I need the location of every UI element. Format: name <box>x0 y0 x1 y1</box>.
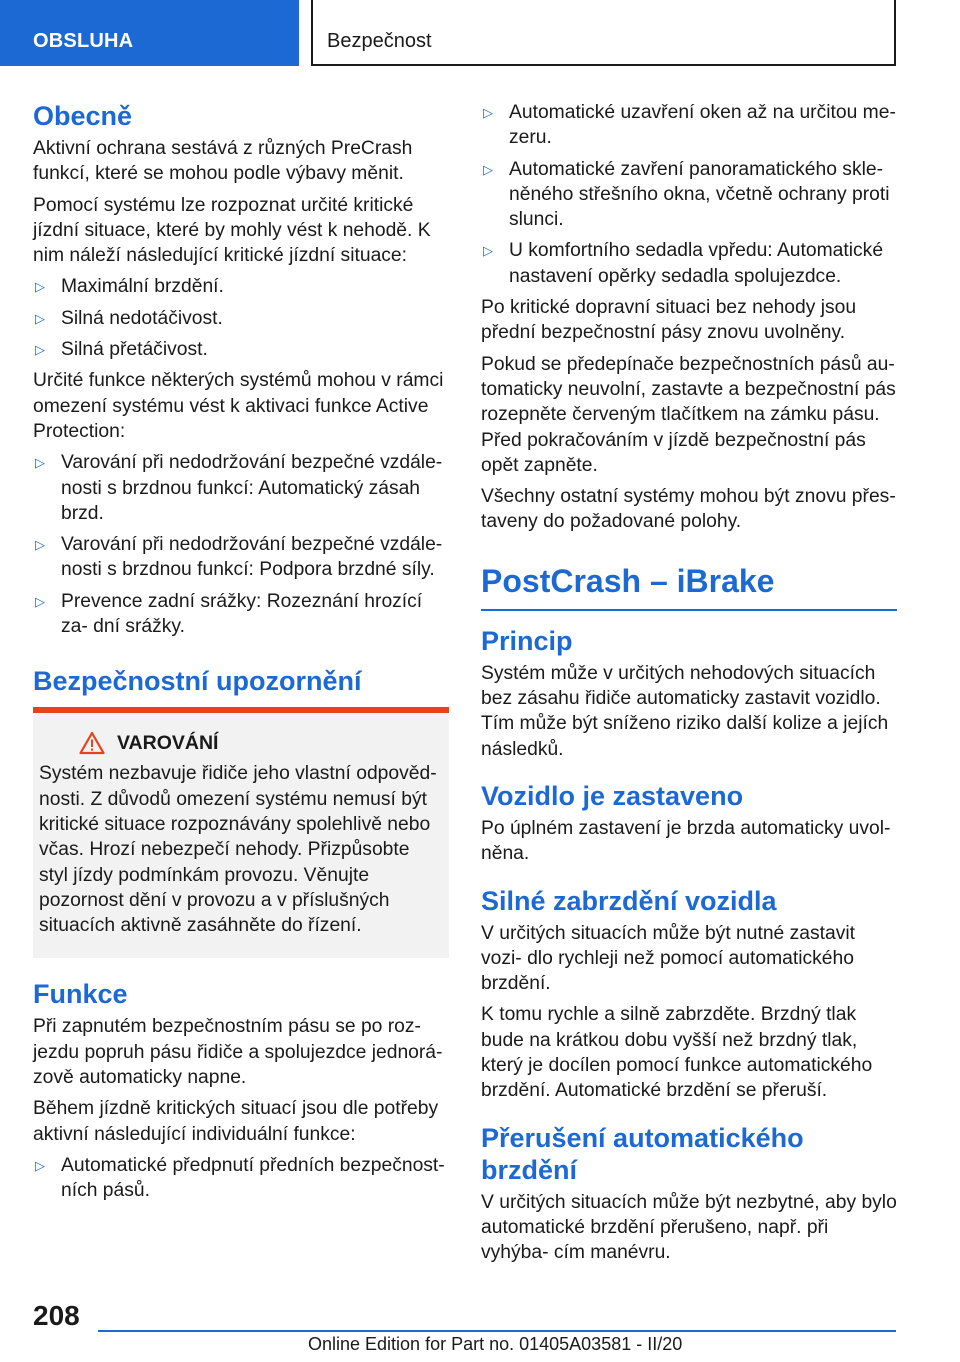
paragraph: Všechny ostatní systémy mohou být znovu přes‐ taveny do požadované polohy. <box>481 486 896 533</box>
bullet-list <box>33 1153 449 1204</box>
paragraph: Pokud se předepínače bezpečnostních pásů au‐ tomaticky neuvolní, zastavte a bezpečnostní pás rozepněte červeným tlačítkem na zámku pásu. Před pokračováním v jízdě bezpečnostní pás opět zapněte. <box>481 353 896 476</box>
paragraph: K tomu rychle a silně zabrzděte. Brzdný tlak bude na krátkou dobu vyšší než brzdný tlak, který je docílen pomocí funkce automatického brzdění. Automatické brzdění se přeruší. <box>481 1004 873 1102</box>
triangle-bullet-icon: ▷ <box>35 455 45 471</box>
footer-divider <box>98 1330 896 1332</box>
paragraph: Během jízdně kritických situací jsou dle potřeby aktivní následující individuální funkce: <box>33 1098 439 1145</box>
paragraph: V určitých situacích může být nezbytné, aby bylo automatické brzdění přerušeno, např. při vyhýba‐ cím manévru. <box>481 1191 897 1264</box>
heading-preruseni: Přerušení automatického brzdění <box>481 1122 804 1185</box>
list-item: ▷ Prevence zadní srážky: Rozeznání hrozící za‐ dní srážky. <box>35 590 423 638</box>
paragraph: Při zapnutém bezpečnostním pásu se po roz‐ jezdu popruh pásu řidiče a spolujezdce jednorá‐ zově automaticky napne. <box>33 1016 443 1089</box>
heading-postcrash: PostCrash – iBrake <box>481 561 897 611</box>
triangle-bullet-icon: ▷ <box>483 243 493 259</box>
triangle-bullet-icon: ▷ <box>35 1157 45 1173</box>
paragraph: Po úplném zastavení je brzda automaticky uvol‐ něna. <box>481 817 891 865</box>
list-item: ▷ Automatické uzavření oken až na určitou me‐ zeru. <box>483 102 896 149</box>
list-item: ▷ Automatické zavření panoramatického skle‐ něného střešního okna, včetně ochrany proti slunci. <box>483 158 890 231</box>
list-item: ▷ U komfortního sedadla vpředu: Automatické nastavení opěrky sedadla spolujezdce. <box>483 240 884 287</box>
paragraph: V určitých situacích může být nutné zastavit vozi‐ dlo rychleji než pomocí automatického brzdění. <box>481 922 856 995</box>
paragraph: Určité funkce některých systémů mohou v rámci omezení systému vést k aktivaci funkce Active Protection: <box>33 370 444 442</box>
heading-princip: Princip <box>481 625 573 656</box>
bullet-list <box>33 274 449 362</box>
list-item: ▷ Varování při nedodržování bezpečné vzdále‐ nosti s brzdnou funkcí: Automatický zásah brzd. <box>35 452 443 524</box>
heading-safety: Bezpečnostní upozornění <box>33 666 362 697</box>
paragraph: Aktivní ochrana sestává z různých PreCrash funkcí, které se mohou podle výbavy měnit. <box>33 138 413 185</box>
warning-text: Systém nezbavuje řidiče jeho vlastní odpověd‐ nosti. Z důvodů omezení systému nemusí být kritické situace rozpoznávány spolehlivě nebo včas. Hrozí nebezpečí nehody. Přizpůsobte styl jízdy podmínkám provozu. Věnujte pozornost dění v provozu a v příslušných situacích aktivně zasáhněte do řízení. <box>39 763 437 937</box>
bullet-list <box>481 100 897 289</box>
triangle-bullet-icon: ▷ <box>483 105 493 120</box>
triangle-bullet-icon: ▷ <box>35 537 45 553</box>
page-header <box>0 0 960 66</box>
page-number: 208 <box>33 1300 80 1331</box>
paragraph: Systém může v určitých nehodových situacích bez zásahu řidiče automaticky zastavit vozidlo. Tím může být sníženo riziko další kolize a jejích následků. <box>481 662 889 760</box>
heading-funkce: Funkce <box>33 979 128 1010</box>
right-column <box>481 100 897 1272</box>
list-item: ▷ Varování při nedodržování bezpečné vzdále‐ nosti s brzdnou funkcí: Podpora brzdné síly. <box>35 534 443 581</box>
heading-silne-zabrzdeni: Silné zabrzdění vozidla <box>481 885 777 916</box>
triangle-bullet-icon: ▷ <box>483 161 493 177</box>
bullet-list <box>33 450 449 639</box>
list-item: ▷ Silná nedotáčivost. <box>35 307 223 329</box>
warning-box <box>33 707 449 958</box>
footer-edition: Online Edition for Part no. 01405A03581 - II/20 <box>308 1334 683 1354</box>
list-item: ▷ Silná přetáčivost. <box>35 339 208 361</box>
list-item: ▷ Automatické předpnutí předních bezpečnost‐ ních pásů. <box>35 1154 445 1202</box>
section-tab: OBSLUHA <box>0 0 299 66</box>
heading-zastaveno: Vozidlo je zastaveno <box>481 780 744 811</box>
heading-obecne: Obecně <box>33 101 133 131</box>
triangle-bullet-icon: ▷ <box>35 279 45 295</box>
paragraph: Po kritické dopravní situaci bez nehody jsou přední bezpečnostní pásy znovu uvolněny. <box>481 297 857 344</box>
triangle-bullet-icon: ▷ <box>35 342 45 358</box>
triangle-bullet-icon: ▷ <box>35 310 45 326</box>
triangle-bullet-icon: ▷ <box>35 593 45 609</box>
list-item: ▷ Maximální brzdění. <box>35 276 224 298</box>
warning-header <box>79 731 441 755</box>
chapter-title: Bezpečnost <box>311 0 896 66</box>
warning-label: VAROVÁNÍ <box>117 731 219 754</box>
left-column <box>33 100 449 1210</box>
paragraph: Pomocí systému lze rozpoznat určité kritické jízdní situace, které by mohly vést k nehodě. K nim náleží následující kritické jízdní situace: <box>33 194 431 267</box>
warning-triangle-icon <box>79 731 105 755</box>
